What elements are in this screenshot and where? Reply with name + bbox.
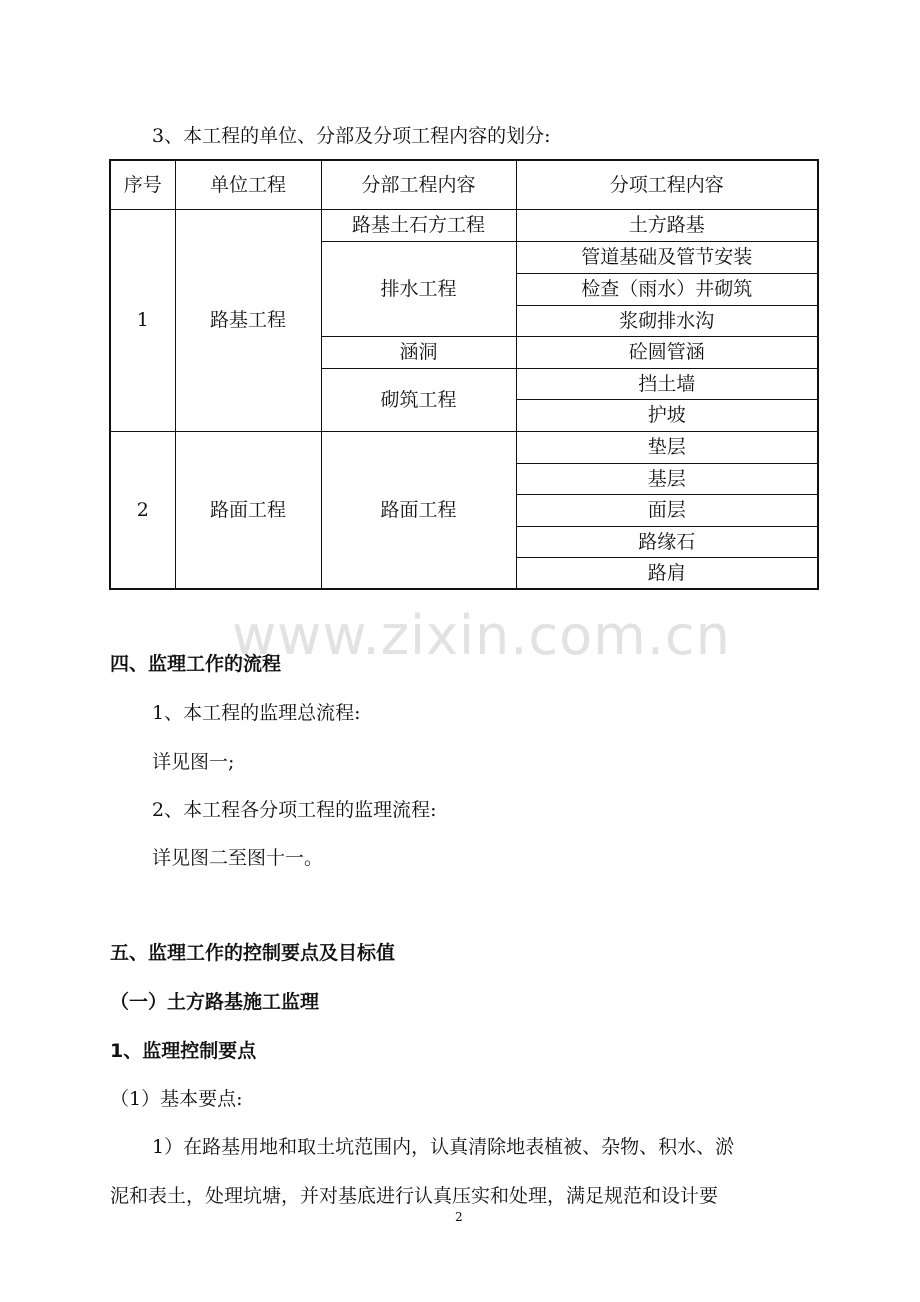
section-4-line: 详见图二至图十一。 (152, 847, 324, 869)
paragraph-line: 1）在路基用地和取土坑范围内，认真清除地表植被、杂物、积水、淤 (152, 1136, 735, 1158)
table-row (110, 209, 818, 241)
subsection-heading: 1、监理控制要点 (110, 1040, 257, 1062)
section-4-line: 1、本工程的监理总流程: (152, 702, 361, 724)
part-cell: 砌筑工程 (321, 368, 516, 431)
part-cell: 路基土石方工程 (321, 209, 516, 241)
item-cell: 管道基础及管节安装 (516, 241, 818, 273)
item-cell: 面层 (516, 494, 818, 526)
watermark: www.zixin.com.cn (232, 604, 731, 667)
page-number: 2 (455, 1210, 463, 1224)
division-table (109, 159, 819, 590)
item-cell: 土方路基 (516, 209, 818, 241)
table-header-row (110, 160, 818, 209)
section-4-line: 详见图一; (152, 751, 235, 773)
row-number: 2 (110, 431, 175, 589)
header-cell: 单位工程 (175, 160, 321, 209)
section-4-heading: 四、监理工作的流程 (110, 653, 282, 675)
item-cell: 基层 (516, 463, 818, 494)
part-cell: 路面工程 (321, 431, 516, 589)
section-4-line: 2、本工程各分项工程的监理流程: (152, 799, 437, 821)
section-5-heading: 五、监理工作的控制要点及目标值 (110, 942, 396, 964)
item-cell: 路肩 (516, 557, 818, 589)
item-cell: 检查（雨水）井砌筑 (516, 273, 818, 305)
subsection-heading: （一）土方路基施工监理 (110, 991, 320, 1013)
paragraph-line: 泥和表土，处理坑塘，并对基底进行认真压实和处理，满足规范和设计要 (110, 1185, 719, 1207)
header-cell: 分部工程内容 (321, 160, 516, 209)
item-cell: 路缘石 (516, 526, 818, 557)
row-number: 1 (110, 209, 175, 431)
header-cell: 分项工程内容 (516, 160, 818, 209)
item-cell: 砼圆管涵 (516, 336, 818, 368)
unit-cell: 路面工程 (175, 431, 321, 589)
subsection-label: （1）基本要点: (110, 1088, 243, 1110)
part-cell: 排水工程 (321, 241, 516, 336)
part-cell: 涵洞 (321, 336, 516, 368)
item-cell: 浆砌排水沟 (516, 305, 818, 336)
table-intro: 3、本工程的单位、分部及分项工程内容的划分: (152, 125, 551, 147)
item-cell: 挡土墙 (516, 368, 818, 399)
item-cell: 垫层 (516, 431, 818, 463)
header-cell: 序号 (110, 160, 175, 209)
table-row (110, 431, 818, 463)
unit-cell: 路基工程 (175, 209, 321, 431)
item-cell: 护坡 (516, 399, 818, 431)
